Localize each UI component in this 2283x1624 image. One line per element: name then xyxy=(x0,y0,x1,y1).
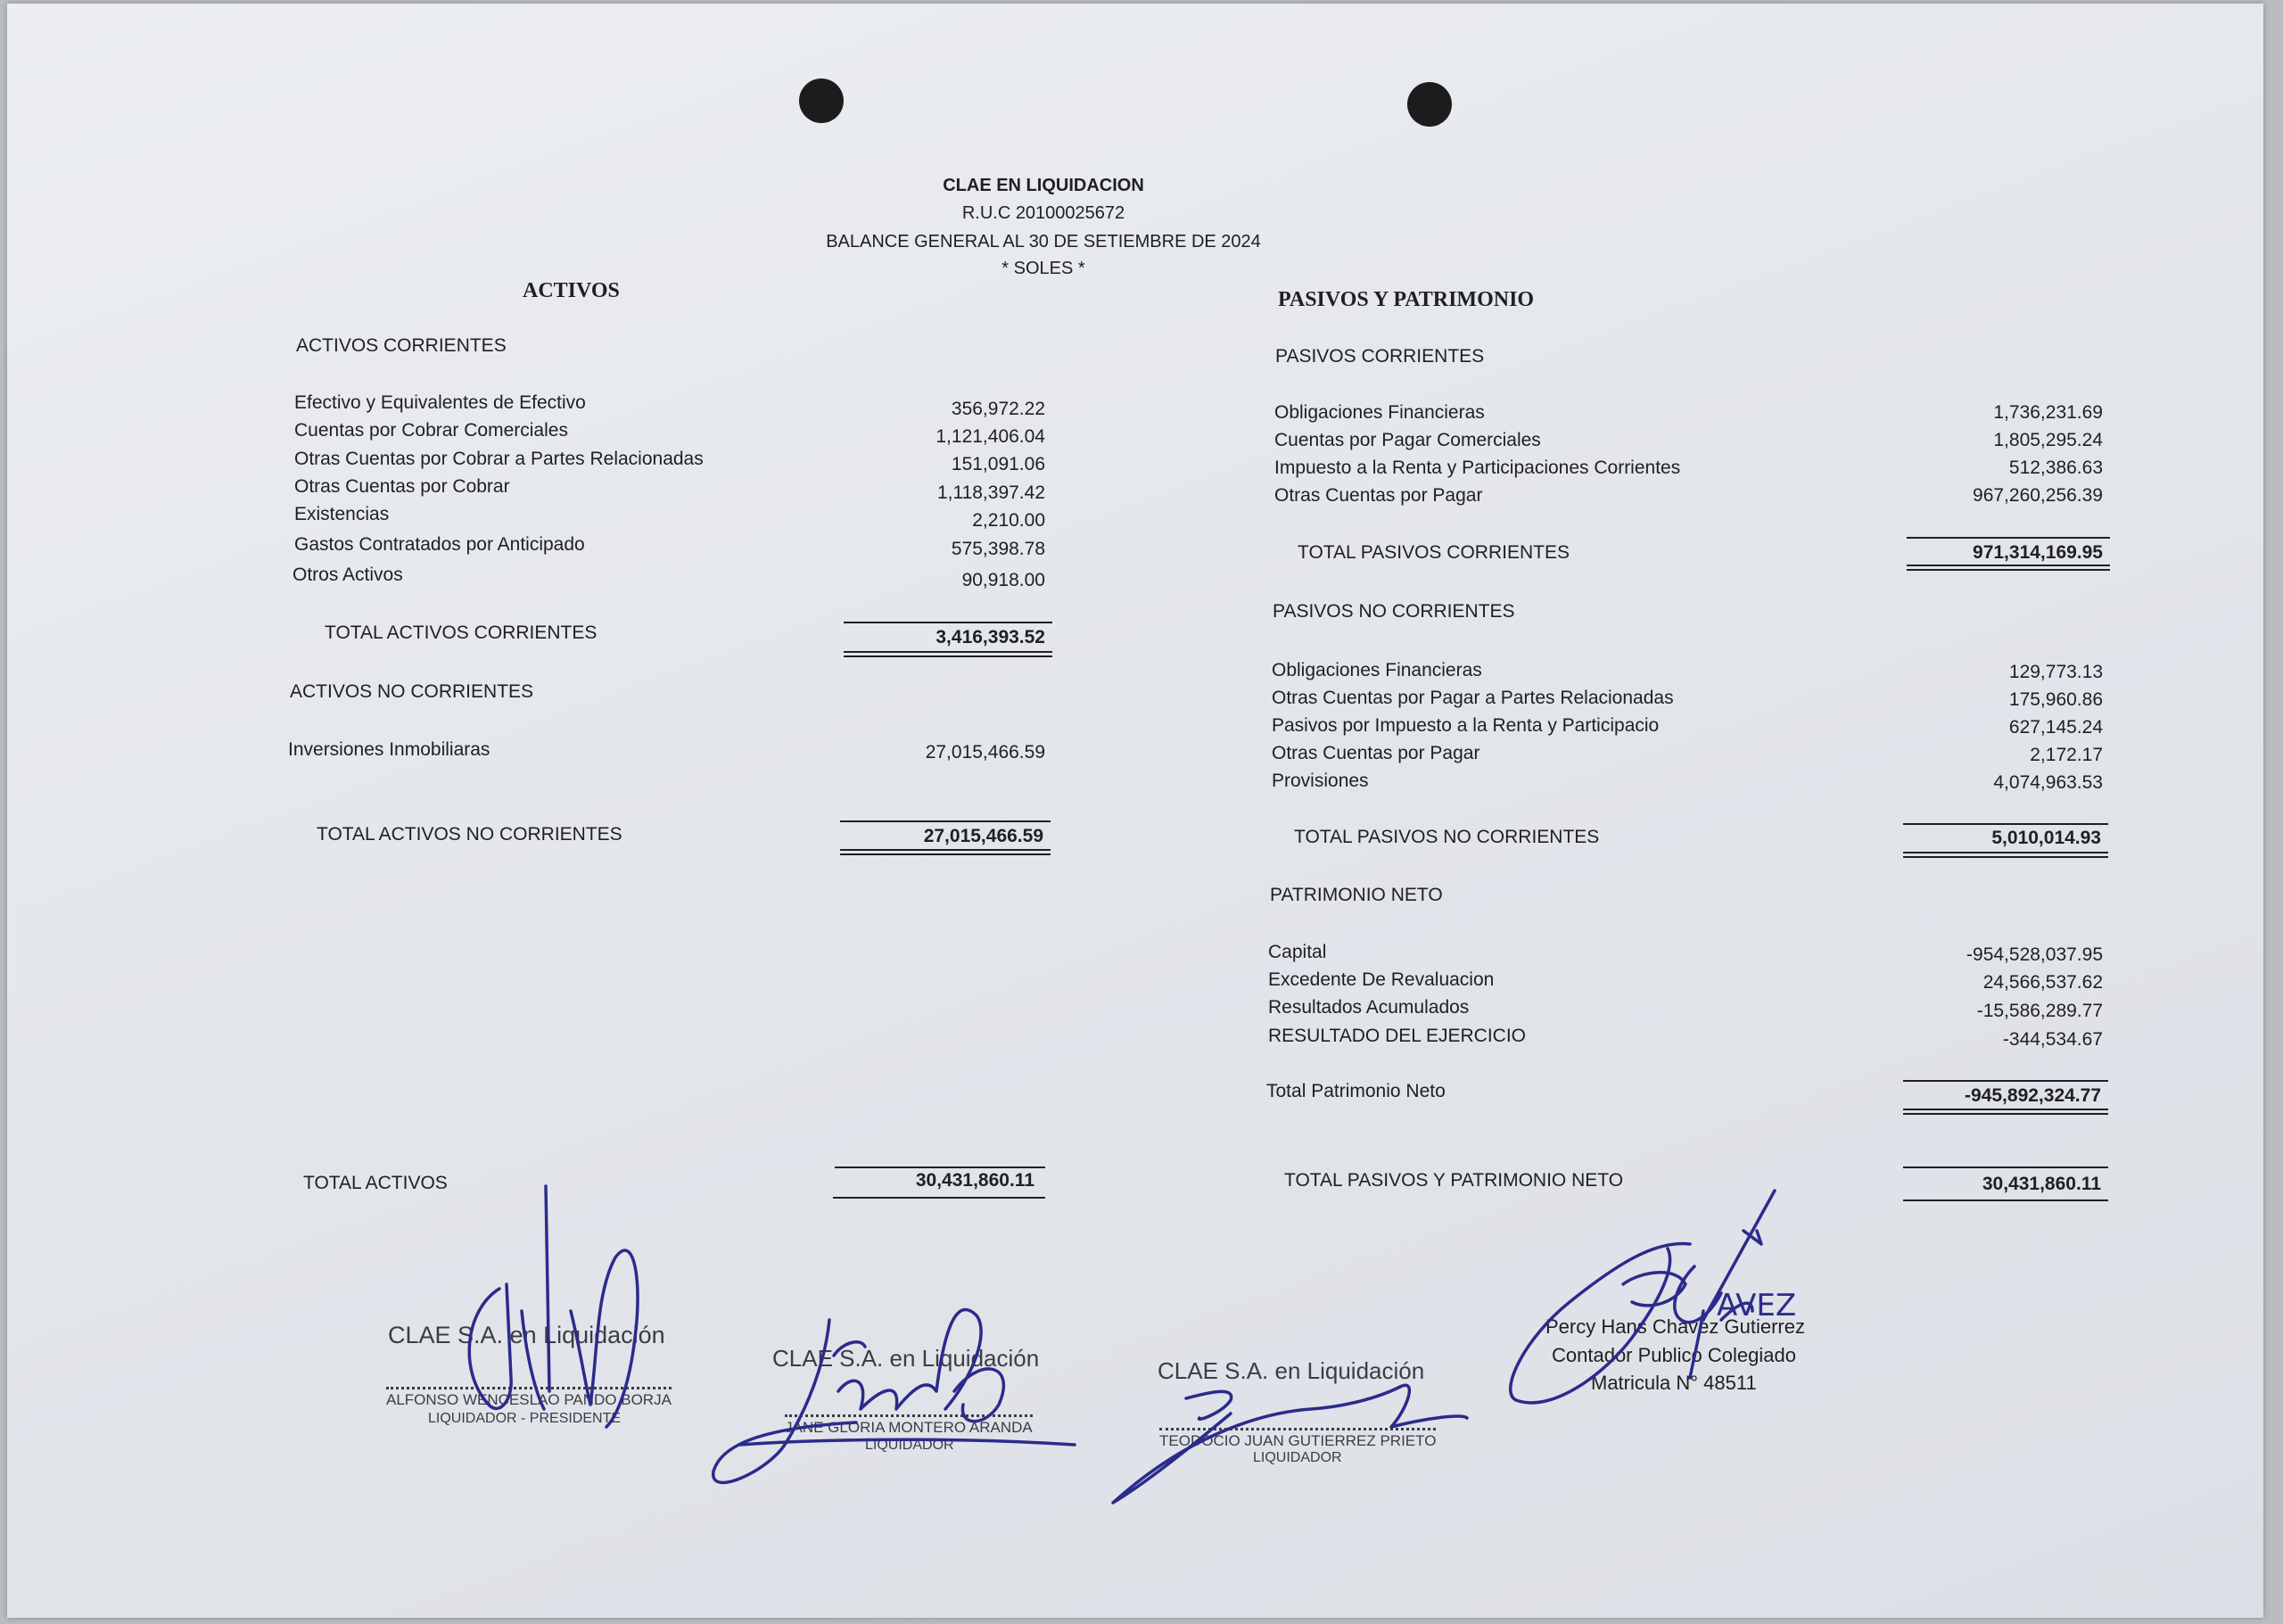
liability-value: 2,172.17 xyxy=(2030,745,2103,765)
accountant-license: Matricula N° 48511 xyxy=(1591,1372,1757,1394)
liability-value: 4,074,963.53 xyxy=(1993,772,2103,793)
asset-label: Otras Cuentas por Cobrar xyxy=(294,476,510,497)
asset-label: Cuentas por Cobrar Comerciales xyxy=(294,420,568,441)
equity-label: Excedente De Revaluacion xyxy=(1268,969,1495,990)
accountant-role: Contador Publico Colegiado xyxy=(1552,1344,1796,1366)
total-noncurrent-liabilities-label: TOTAL PASIVOS NO CORRIENTES xyxy=(1294,827,1600,847)
total-current-liabilities-value: 971,314,169.95 xyxy=(1973,542,2103,563)
total-equity-label: Total Patrimonio Neto xyxy=(1266,1081,1446,1101)
liability-label: Pasivos por Impuesto a la Renta y Participacio xyxy=(1272,715,1660,736)
total-current-liabilities-label: TOTAL PASIVOS CORRIENTES xyxy=(1298,542,1570,563)
signature-stroke xyxy=(1113,1385,1467,1503)
total-noncurrent-assets-label: TOTAL ACTIVOS NO CORRIENTES xyxy=(317,824,622,845)
stamp-company: CLAE S.A. en Liquidación xyxy=(772,1345,1040,1372)
equity-label: Resultados Acumulados xyxy=(1268,997,1470,1018)
asset-value: 2,210.00 xyxy=(972,510,1045,531)
liability-value: 967,260,256.39 xyxy=(1973,485,2103,506)
stamp-name: ALFONSO WENCESLAO PANDO BORJA xyxy=(386,1387,672,1409)
stamp-role: LIQUIDADOR xyxy=(865,1438,954,1453)
noncurrent-liabilities-heading: PASIVOS NO CORRIENTES xyxy=(1273,601,1515,622)
stamp-name: TEODOCIO JUAN GUTIERREZ PRIETO xyxy=(1159,1428,1436,1450)
asset-value: 356,972.22 xyxy=(951,399,1045,419)
total-equity-value: -945,892,324.77 xyxy=(1965,1085,2101,1106)
ruc-number: R.U.C 20100025672 xyxy=(961,203,1125,223)
signature-stroke xyxy=(469,1186,638,1427)
liability-label: Obligaciones Financieras xyxy=(1274,402,1485,423)
liability-value: 627,145.24 xyxy=(2008,717,2103,738)
liability-value: 1,736,231.69 xyxy=(1993,402,2103,423)
total-liabilities-equity-label: TOTAL PASIVOS Y PATRIMONIO NETO xyxy=(1284,1170,1624,1191)
signature-handwriting: AVEZ xyxy=(1717,1288,1797,1323)
accountant-name: Percy Hans Chavez Gutierrez xyxy=(1545,1315,1805,1338)
total-noncurrent-liabilities-value: 5,010,014.93 xyxy=(1991,828,2101,848)
stamp-role: LIQUIDADOR xyxy=(1253,1450,1342,1465)
total-current-assets-label: TOTAL ACTIVOS CORRIENTES xyxy=(325,622,598,643)
asset-value: 1,118,397.42 xyxy=(936,482,1045,503)
equity-value: -954,528,037.95 xyxy=(1966,944,2103,965)
equity-value: -344,534.67 xyxy=(2002,1029,2103,1050)
liability-label: Impuesto a la Renta y Participaciones Corrientes xyxy=(1274,458,1681,478)
liability-value: 175,960.86 xyxy=(2008,689,2103,710)
liability-value: 1,805,295.24 xyxy=(1993,430,2103,450)
asset-label: Otras Cuentas por Cobrar a Partes Relacionadas xyxy=(294,449,704,469)
equity-heading: PATRIMONIO NETO xyxy=(1270,885,1443,905)
liability-label: Obligaciones Financieras xyxy=(1272,660,1482,680)
total-noncurrent-assets-value: 27,015,466.59 xyxy=(923,826,1043,846)
noncurrent-assets-heading: ACTIVOS NO CORRIENTES xyxy=(290,681,534,702)
asset-label: Gastos Contratados por Anticipado xyxy=(294,534,585,555)
asset-label: Otros Activos xyxy=(293,565,403,585)
equity-value: -15,586,289.77 xyxy=(1976,1001,2103,1021)
asset-value: 1,121,406.04 xyxy=(935,426,1045,447)
stamp-name: JANE GLORIA MONTERO ARANDA xyxy=(785,1414,1033,1437)
stamp-company: CLAE S.A. en Liquidación xyxy=(1158,1357,1425,1384)
current-assets-heading: ACTIVOS CORRIENTES xyxy=(296,335,507,356)
liability-label: Otras Cuentas por Pagar a Partes Relacionadas xyxy=(1272,688,1674,708)
assets-heading: ACTIVOS xyxy=(523,279,620,302)
equity-label: RESULTADO DEL EJERCICIO xyxy=(1268,1026,1526,1046)
report-title: BALANCE GENERAL AL 30 DE SETIEMBRE DE 2024 xyxy=(826,232,1261,251)
liabilities-heading: PASIVOS Y PATRIMONIO xyxy=(1278,288,1535,311)
asset-value: 27,015,466.59 xyxy=(925,742,1045,763)
liability-value: 512,386.63 xyxy=(2008,458,2103,478)
equity-value: 24,566,537.62 xyxy=(1982,972,2103,993)
asset-label: Existencias xyxy=(294,504,390,524)
liability-label: Otras Cuentas por Pagar xyxy=(1272,743,1480,763)
total-current-assets-value: 3,416,393.52 xyxy=(935,627,1045,647)
asset-label: Efectivo y Equivalentes de Efectivo xyxy=(294,392,586,413)
asset-value: 90,918.00 xyxy=(961,570,1045,590)
stamp-company: CLAE S.A. en Liquidación xyxy=(388,1322,665,1348)
liability-label: Otras Cuentas por Pagar xyxy=(1274,485,1483,506)
asset-label: Inversiones Inmobiliaras xyxy=(288,739,490,760)
total-assets-label: TOTAL ACTIVOS xyxy=(303,1173,448,1193)
asset-value: 151,091.06 xyxy=(951,454,1045,474)
current-liabilities-heading: PASIVOS CORRIENTES xyxy=(1275,346,1485,367)
signature-stroke xyxy=(713,1309,1075,1482)
equity-label: Capital xyxy=(1268,942,1327,962)
total-liabilities-equity-value: 30,431,860.11 xyxy=(1982,1174,2101,1194)
company-name: CLAE EN LIQUIDACION xyxy=(943,176,1144,195)
total-assets-value: 30,431,860.11 xyxy=(915,1170,1034,1191)
liability-label: Cuentas por Pagar Comerciales xyxy=(1274,430,1541,450)
asset-value: 575,398.78 xyxy=(951,539,1045,559)
liability-label: Provisiones xyxy=(1272,771,1369,791)
stamp-role: LIQUIDADOR - PRESIDENTE xyxy=(428,1411,622,1426)
liability-value: 129,773.13 xyxy=(2008,662,2103,682)
currency-label: * SOLES * xyxy=(1001,259,1085,278)
